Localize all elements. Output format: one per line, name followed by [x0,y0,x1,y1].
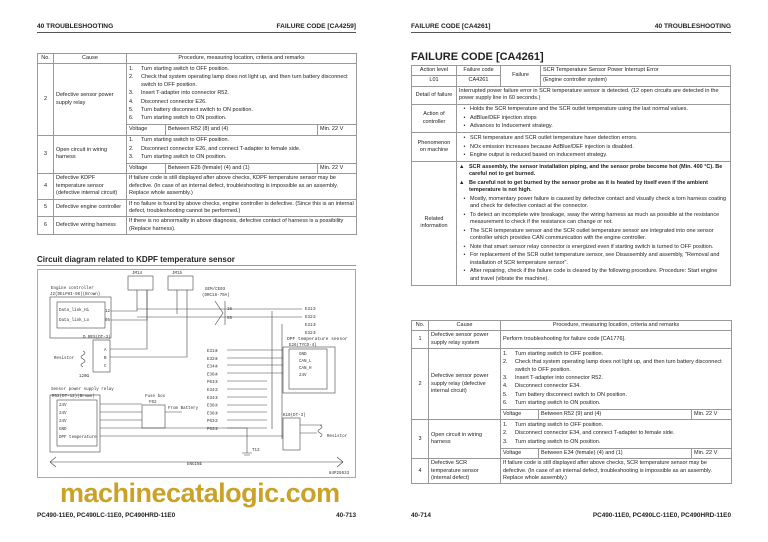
pin-label: 95 [105,319,111,323]
table-row [38,199,357,217]
relay-title: Sensor power supply relay [51,388,114,392]
connector-end-label: E36② [207,404,219,409]
procedure: If failure code is still displayed after above checks, SCR temperature sensor may be defective. (In case of an internal defect, troubleshooting is impossible as an assembly. Replace whole assembly.) [501,459,732,484]
action-label: Action of controller [412,104,457,133]
f02-label: F02 [149,401,157,405]
related-list [459,195,728,284]
step-number: 1. [503,350,508,357]
procedure-step [129,106,354,114]
procedure [501,349,732,410]
voltage-label: Voltage [127,125,166,135]
voltage-label: Voltage [501,410,539,420]
step-number: 1. [129,65,134,72]
row-number: 4 [412,459,429,484]
warning-text: SCR assembly, the sensor installation piping, and the sensor probe become hot (Min. 400 °C). Be careful not to get burned. [469,163,723,178]
row-number: 4 [38,174,54,199]
bullet-item: • For replacement of the SCR outlet temperature sensor, see Disassembly and assembly, "Removal and installation of SCR temperature sensor". [459,252,728,268]
engine-label: ENGINE [187,463,203,467]
measure-points: Between E26 (female) (4) and (1) [166,163,318,173]
column-header: No. [412,321,429,331]
step-text: Turn starting switch to ON position. [515,438,601,445]
step-number: 6. [503,400,508,407]
right-troubleshooting-table [411,320,732,484]
procedure-step [503,438,729,446]
gem-label: GEM/CE03 [205,288,226,292]
pin-label: 16 [227,308,233,312]
failure-info-table [411,65,731,286]
step-number: 2. [503,430,508,437]
column-header: Procedure, measuring location, criteria and remarks [127,54,357,64]
procedure: If failure code is still displayed after above checks, KDPF temperature sensor may be defective. (In case of an internal defect, troubleshooting is impossible as an assembly. Replace whole assembly.) [127,174,357,199]
engine-controller-label: Engine controller [51,287,94,291]
table-row [38,135,357,163]
bullet-item: • Mostly, momentary power failure is caused by defective contact and visually check a torn harness coating and check for defective contact at the connector. [459,195,728,211]
pin-label: GND [59,428,67,432]
column-header: No. [38,54,54,64]
pin-label: 24V [299,374,307,378]
procedure-step [503,391,729,399]
jm14-label: JM14 [132,272,143,276]
header-section: 40 TROUBLESHOOTING [37,23,114,30]
voltage-label: Voltage [127,163,166,173]
procedure: If no failure is found by above checks, engine controller is defective. (Since this is an internal defect, troubleshooting cannot be performed.) [127,199,357,217]
column-header: Procedure, measuring location, criteria and remarks [501,321,732,331]
resistor-label: Resistor [54,357,75,361]
step-number: 5. [503,391,508,398]
row-number: 3 [412,420,429,459]
step-number: 2. [129,145,134,152]
procedure-step [503,374,729,382]
bullet-item: • Note that smart sensor relay connector is energized even if starting switch is turned to OFF position. [459,243,728,252]
step-text: Turn battery disconnect switch to ON position. [141,106,253,113]
procedure-step [503,421,729,429]
procedure-step [129,98,354,106]
procedure-step [503,359,729,375]
resistor-label-2: Resistor [327,435,348,439]
model-list: PC490-11E0, PC490LC-11E0, PC490HRD-11E0 [37,512,176,519]
step-text: Turn starting switch to OFF position. [141,65,230,72]
procedure-step [503,430,729,438]
jm15-label: JM15 [172,272,183,276]
cause: Defective sensor power supply relay system [429,331,501,349]
step-text: Insert T-adapter into connector R52. [515,374,603,381]
procedure-step [503,350,729,358]
criteria: Min. 22 V [692,410,732,420]
procedure-step [503,400,729,408]
procedure-step [129,153,354,161]
bullet-item: • The SCR temperature sensor and the SCR outlet temperature sensor are integrated into one sensor controller which provides CAN communication with the engine controller. [459,227,728,243]
r52-label: R52(DT-12)(Brown) [52,395,95,399]
page-number: 40-713 [336,512,356,519]
dpf-sensor-label: DPF temperature sensor [287,337,348,342]
step-text: Check that system operating lamp does not light up, and then turn battery disconnect switch to OFF position. [141,74,348,88]
left-page-header [37,23,356,33]
step-text: Turn starting switch to ON position. [141,115,227,122]
phenomenon-label: Phenomenon on machine [412,133,457,162]
gem-type-label: (DRC16-70A) [202,294,230,298]
action-level-label: Action level [412,66,457,76]
can-lo-label: Data_link_Lo [59,319,90,323]
connector-end-label: P63③ [207,381,219,386]
step-text: Turn starting switch to ON position. [141,153,227,160]
step-text: Disconnect connector E26. [141,98,207,105]
dres-label: D RES(DT-3) [83,336,111,340]
step-text: Turn starting switch to OFF position. [515,350,604,357]
cause: Defective SCR temperature sensor (internal defect) [429,459,501,484]
bullet-item: • NOx emission increases because AdBlue/DEF injection is disabled. [459,143,728,152]
connector-end-label: E32② [305,316,317,320]
table-row [412,420,732,448]
criteria: Min. 22 V [692,448,732,458]
step-number: 2. [129,74,134,81]
step-text: Disconnect connector E34, and connect T-adapter to female side. [515,430,675,437]
cause: Defective KDPF temperature sensor (defective internal circuit) [54,174,127,199]
step-text: Turn starting switch to OFF position. [141,137,230,144]
cause: Defective wiring harness [54,217,127,235]
left-page-footer [37,512,356,519]
header-code: FAILURE CODE [CA4259] [276,23,356,30]
warning [459,179,728,195]
step-text: Turn starting switch to OFF position. [515,421,604,428]
bullet-item: • SCR temperature and SCR outlet temperature have detection errors. [459,134,728,143]
connector-end-label: E31④ [207,350,219,354]
can-hi-label: Data_link_Hi [59,309,90,313]
t13-label: T13 [252,449,260,453]
row-number: 2 [412,349,429,420]
step-number: 5. [129,106,134,113]
cause: Open circuit in wiring harness [429,420,501,459]
pin-label: B [104,357,107,361]
connector-end-label: E36④ [207,373,219,378]
bullet-item: • Engine output is reduced based on inducement strategy. [459,152,728,161]
step-number: 3. [503,438,508,445]
measure-points: Between R52 (8) and (4) [166,125,318,135]
cause: Defective sensor power supply relay [54,64,127,135]
left-troubleshooting-table [37,53,357,235]
procedure-step [129,145,354,153]
table-row [38,174,357,199]
step-number: 2. [503,359,508,366]
detail-text: Interrupted power failure error in SCR temperature sensor is detected. (12 open circuits are detected in the power supply line in 60 seconds.) [457,86,731,104]
pin-label: DPF temperature [59,436,97,440]
model-list: PC490-11E0, PC490LC-11E0, PC490HRD-11E0 [592,512,731,519]
procedure-step [129,115,354,123]
circuit-diagram [37,269,357,479]
bullet-item: • Holds the SCR temperature and the SCR outlet temperature using the last normal values. [459,106,728,115]
step-text: Turn battery disconnect switch to ON position. [515,391,627,398]
measure-points: Between R52 (9) and (4) [539,410,692,420]
step-number: 1. [503,421,508,428]
phenomenon-list [459,134,728,160]
connector-end-label: P63② [207,420,219,425]
procedure-step [129,137,354,145]
row-number: 5 [38,199,54,217]
connector-end-label: E31③ [305,324,317,328]
connector-end-label: E32④ [207,357,219,362]
column-header: Cause [429,321,501,331]
step-number: 1. [129,137,134,144]
measure-points: Between E34 (female) (4) and (1) [539,448,692,458]
table-row [412,331,732,349]
pin-label: 24V [59,412,67,416]
step-number: 4. [503,383,508,390]
pin-label: CAN_L [299,360,312,364]
row-number: 2 [38,64,54,135]
header-code: FAILURE CODE [CA4261] [411,23,491,30]
warning-text: Be careful not to get burned by the sensor probe as it is heated by itself even if the ambient temperature is not high. [469,179,708,194]
fuse-box-label: Fuse box [145,395,166,399]
procedure [127,135,357,163]
procedure [127,64,357,125]
connector-end-label: E34② [207,389,219,393]
step-number: 4. [129,98,134,105]
cause: Open circuit in wiring harness [54,135,127,174]
right-page-footer [411,512,731,519]
connector-end-label: E34④ [207,365,219,370]
cause: Defective engine controller [54,199,127,217]
pin-label: 24V [59,404,67,408]
connector-end-label: P63③ [207,428,219,432]
pin-label: 24V [59,420,67,424]
procedure-step [129,90,354,98]
failure-text: SCR Temperature Sensor Power Interrupt Error [541,66,731,76]
warning-icon: ▲ [459,179,465,186]
related-label: Related information [412,162,457,286]
procedure-step [129,74,354,90]
procedure: Perform troubleshooting for failure code [CA1776]. [501,331,732,349]
bullet-item: • Advances to Inducement strategy. [459,123,728,132]
pin-label: 55 [227,317,233,321]
watermark: machinecatalogic.com [60,478,340,508]
header-section: 40 TROUBLESHOOTING [654,23,731,30]
action-level: L01 [412,76,457,86]
step-text: Insert T-adapter into connector R52. [141,90,229,97]
pin-label: C [104,365,107,369]
bullet-item: • To detect an incomplete wire breakage, sway the wiring harness as much as possible at the resistance measurement to check if the resistance can change or not. [459,211,728,227]
table-row [412,349,732,410]
action-list [459,106,728,132]
pin-label: GND [299,353,307,357]
connector-end-label: E36③ [207,412,219,417]
e26-label: E26(TYCO-4) [289,344,317,348]
step-text: Disconnect connector E34. [515,383,581,390]
row-number: 3 [38,135,54,174]
cause: Defective sensor power supply relay (defective internal circuit) [429,349,501,420]
table-row [412,459,732,484]
procedure-step [503,383,729,391]
voltage-label: Voltage [501,448,539,458]
j2-label: J2(DELPHI-96)(Brown) [50,293,101,297]
step-number: 3. [503,374,508,381]
column-header: Cause [54,54,127,64]
warning-icon: ▲ [459,163,465,170]
table-row [38,217,357,235]
table-row [38,64,357,125]
step-number: 6. [129,115,134,122]
failure-code-label: Failure code [457,66,501,76]
ohm-label: 120Ω [79,375,90,379]
step-text: Check that system operating lamp does not light up, and then turn battery disconnect switch to OFF position. [515,359,722,373]
warning [459,163,728,179]
criteria: Min. 22 V [318,125,357,135]
row-number: 6 [38,217,54,235]
step-number: 3. [129,153,134,160]
circuit-diagram-title: Circuit diagram related to KDPF temperature sensor [37,255,235,264]
step-text: Disconnect connector E26, and connect T-adapter to female side. [141,145,301,152]
drawing-code: 84P29533 [329,472,350,476]
pin-label: A [104,349,107,353]
bullet-item: • AdBlue/DEF injection stops [459,114,728,123]
k10-label: K10(DT-3) [283,414,306,418]
failure-label: Failure [501,66,541,87]
detail-label: Detail of failure [412,86,457,104]
step-number: 3. [129,90,134,97]
page-title: FAILURE CODE [CA4261] [411,51,544,63]
row-number: 1 [412,331,429,349]
criteria: Min. 22 V [318,163,357,173]
procedure: If there is no abnormality in above diagnosis, defective contact of harness is a possibility (Replace harness). [127,217,357,235]
procedure [501,420,732,448]
bullet-item: • After repairing, check if the failure code is cleared by the following procedure. Procedure: Start engine and travel (vibrate the machine). [459,268,728,284]
page-number: 40-714 [411,512,431,519]
right-page-header [411,23,731,33]
connector-end-label: E31② [305,308,317,312]
procedure-step [129,65,354,73]
failure-code: CA4261 [457,76,501,86]
connector-end-label: E34③ [207,396,219,401]
connector-end-label: E32③ [305,332,317,336]
pin-label: CAN_H [299,367,312,371]
failure-sub: (Engine controller system) [541,76,731,86]
from-battery-label: From Battery [168,407,199,411]
pin-label: 12 [105,310,111,314]
step-text: Turn starting switch to ON position. [515,400,601,407]
